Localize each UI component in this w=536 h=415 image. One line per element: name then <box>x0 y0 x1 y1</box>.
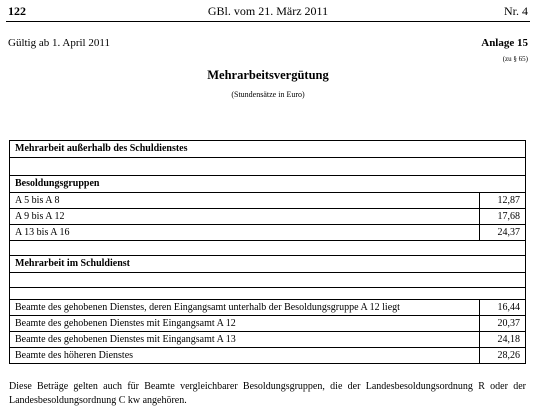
spacer-row <box>10 241 526 256</box>
footnote: Diese Beträge gelten auch für Beamte vergleichbarer Besoldungsgruppen, die der Landesbesoldungsordnung R oder der Landesbesoldungsordnung C kw angehören. <box>9 381 526 406</box>
section-heading: Mehrarbeit im Schuldienst <box>10 256 526 273</box>
table-row <box>10 300 526 316</box>
row-value: 17,68 <box>480 209 526 225</box>
section-heading: Mehrarbeit außerhalb des Schuldienstes <box>10 141 526 158</box>
table-row <box>10 193 526 209</box>
gazette-title: GBl. vom 21. März 2011 <box>207 4 329 18</box>
table-row <box>10 348 526 364</box>
row-label: Beamte des höheren Dienstes <box>10 348 480 364</box>
document-title: Mehrarbeitsvergütung <box>207 68 329 82</box>
spacer-row <box>10 158 526 176</box>
annex-reference: (zu § 65) <box>502 55 528 63</box>
row-label: A 9 bis A 12 <box>10 209 480 225</box>
table-row <box>10 316 526 332</box>
row-label: A 5 bis A 8 <box>10 193 480 209</box>
table-row <box>10 332 526 348</box>
row-label: Beamte des gehobenen Dienstes, deren Eingangsamt unterhalb der Besoldungsgruppe A 12 liegt <box>10 300 480 316</box>
spacer-row <box>10 288 526 300</box>
header-rule <box>6 21 530 22</box>
row-value: 28,26 <box>480 348 526 364</box>
table-row <box>10 225 526 241</box>
row-label: Beamte des gehobenen Dienstes mit Eingangsamt A 12 <box>10 316 480 332</box>
section-heading-row <box>10 256 526 273</box>
subheading-row <box>10 176 526 193</box>
subheading-label: Besoldungsgruppen <box>10 176 526 193</box>
document-subtitle: (Stundensätze in Euro) <box>231 90 305 99</box>
row-value: 20,37 <box>480 316 526 332</box>
rates-table <box>9 140 526 364</box>
row-label: A 13 bis A 16 <box>10 225 480 241</box>
row-value: 24,18 <box>480 332 526 348</box>
row-value: 24,37 <box>480 225 526 241</box>
issue-number: Nr. 4 <box>504 4 528 18</box>
row-label: Beamte des gehobenen Dienstes mit Eingangsamt A 13 <box>10 332 480 348</box>
row-value: 12,87 <box>480 193 526 209</box>
page-number: 122 <box>8 4 26 18</box>
table-row <box>10 209 526 225</box>
row-value: 16,44 <box>480 300 526 316</box>
valid-from: Gültig ab 1. April 2011 <box>8 37 110 49</box>
spacer-row <box>10 273 526 288</box>
section-heading-row <box>10 141 526 158</box>
annex-label: Anlage 15 <box>481 37 528 49</box>
